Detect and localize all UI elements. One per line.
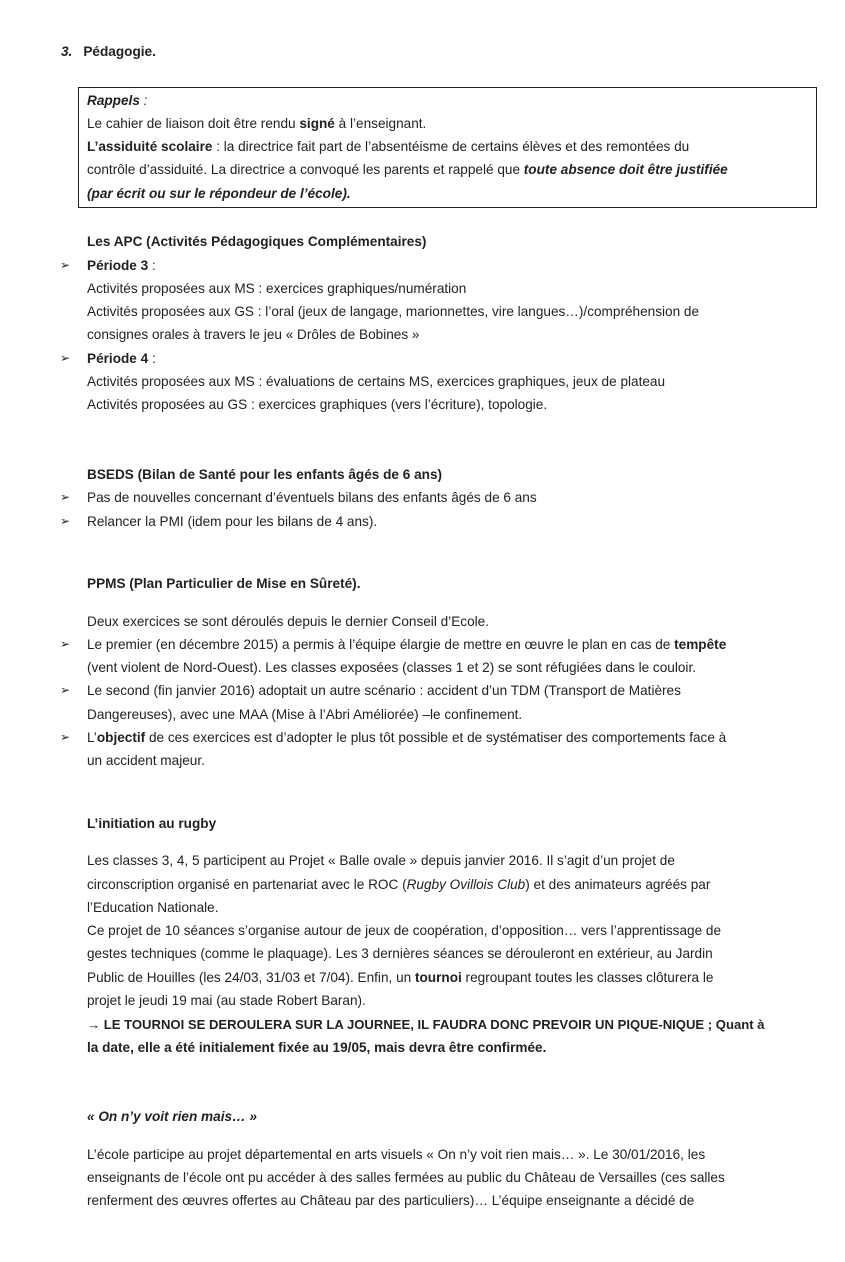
bseds-item-2: Relancer la PMI (idem pour les bilans de 4 ans). <box>87 514 378 529</box>
apc-p3-line-2: Activités proposées aux GS : l’oral (jeux de langage, marionnettes, vire langues…)/compréhension de <box>87 304 700 319</box>
bullet-arrow-icon: ➢ <box>60 258 71 272</box>
rugby-line-1: Les classes 3, 4, 5 participent au Projet « Balle ovale » depuis janvier 2016. Il s’agit d’un projet de <box>87 853 675 868</box>
bseds-item-1: Pas de nouvelles concernant d’éventuels bilans des enfants âgés de 6 ans <box>87 490 537 505</box>
ppms-item-3-line-1: L’objectif de ces exercices est d’adopter le plus tôt possible et de systématiser des comportements face à <box>87 730 727 745</box>
rappels-line-3: contrôle d’assiduité. La directrice a convoqué les parents et rappelé que toute absence doit être justifiée <box>87 162 728 177</box>
arts-line-2: enseignants de l’école ont pu accéder à des salles fermées au public du Château de Versailles (ces salles <box>87 1170 725 1185</box>
rappels-heading: Rappels : <box>87 93 148 108</box>
bullet-arrow-icon: ➢ <box>60 514 71 528</box>
rappels-line-4: (par écrit ou sur le répondeur de l’école). <box>87 186 351 201</box>
rugby-line-4: Ce projet de 10 séances s’organise autour de jeux de coopération, d’opposition… vers l’apprentissage de <box>87 923 722 938</box>
apc-title: Les APC (Activités Pédagogiques Complémentaires) <box>87 234 427 249</box>
rugby-notice-line-1: → LE TOURNOI SE DEROULERA SUR LA JOURNEE, IL FAUDRA DONC PREVOIR UN PIQUE-NIQUE ; Quant à <box>87 1017 765 1032</box>
bullet-arrow-icon: ➢ <box>60 637 71 651</box>
arts-line-3: renferment des œuvres offertes au Château par des particuliers)… L’équipe enseignante a décidé de <box>87 1193 695 1208</box>
section-heading <box>61 40 156 63</box>
bullet-arrow-icon: ➢ <box>60 683 71 697</box>
ppms-item-1-line-2: (vent violent de Nord-Ouest). Les classes exposées (classes 1 et 2) se sont réfugiées dans le couloir. <box>87 660 697 675</box>
rugby-line-3: l’Education Nationale. <box>87 900 219 915</box>
rappels-line-1: Le cahier de liaison doit être rendu signé à l’enseignant. <box>87 116 427 131</box>
apc-p4-line-2: Activités proposées au GS : exercices graphiques (vers l’écriture), topologie. <box>87 397 548 412</box>
bullet-arrow-icon: ➢ <box>60 730 71 744</box>
rugby-line-6: Public de Houilles (les 24/03, 31/03 et 7/04). Enfin, un tournoi regroupant toutes les classes clôturera le <box>87 970 714 985</box>
apc-p4-line-1: Activités proposées aux MS : évaluations de certains MS, exercices graphiques, jeux de plateau <box>87 374 666 389</box>
rugby-title: L’initiation au rugby <box>87 816 217 831</box>
ppms-item-2-line-2: Dangereuses), avec une MAA (Mise à l’Abri Améliorée) –le confinement. <box>87 707 523 722</box>
ppms-item-1-line-1: Le premier (en décembre 2015) a permis à l’équipe élargie de mettre en œuvre le plan en cas de tempête <box>87 637 727 652</box>
bullet-arrow-icon: ➢ <box>60 351 71 365</box>
apc-periode-3: Période 3 : <box>87 258 156 273</box>
section-title: Pédagogie. <box>83 44 156 59</box>
rugby-line-2: circonscription organisé en partenariat avec le ROC (Rugby Ovillois Club) et des animateurs agréés par <box>87 877 711 892</box>
bseds-title: BSEDS (Bilan de Santé pour les enfants âgés de 6 ans) <box>87 467 443 482</box>
rugby-notice-line-2: la date, elle a été initialement fixée au 19/05, mais devra être confirmée. <box>87 1040 547 1055</box>
section-number: 3. <box>61 44 73 59</box>
rugby-line-5: gestes techniques (comme le plaquage). Les 3 dernières séances se dérouleront en extérieur, au Jardin <box>87 946 713 961</box>
arts-line-1: L’école participe au projet départemental en arts visuels « On n’y voit rien mais… ». Le 30/01/2016, les <box>87 1147 706 1162</box>
arts-title: « On n’y voit rien mais… » <box>87 1109 257 1124</box>
rappels-line-2: L’assiduité scolaire : la directrice fait part de l’absentéisme de certains élèves et des remontées du <box>87 139 690 154</box>
ppms-item-3-line-2: un accident majeur. <box>87 753 205 768</box>
bullet-arrow-icon: ➢ <box>60 490 71 504</box>
ppms-intro: Deux exercices se sont déroulés depuis le dernier Conseil d’Ecole. <box>87 614 489 629</box>
ppms-item-2-line-1: Le second (fin janvier 2016) adoptait un autre scénario : accident d’un TDM (Transport de Matières <box>87 683 681 698</box>
apc-p3-line-3: consignes orales à travers le jeu « Drôles de Bobines » <box>87 327 420 342</box>
apc-periode-4: Période 4 : <box>87 351 156 366</box>
ppms-title: PPMS (Plan Particulier de Mise en Sûreté). <box>87 576 361 591</box>
rugby-line-7: projet le jeudi 19 mai (au stade Robert Baran). <box>87 993 366 1008</box>
apc-p3-line-1: Activités proposées aux MS : exercices graphiques/numération <box>87 281 467 296</box>
